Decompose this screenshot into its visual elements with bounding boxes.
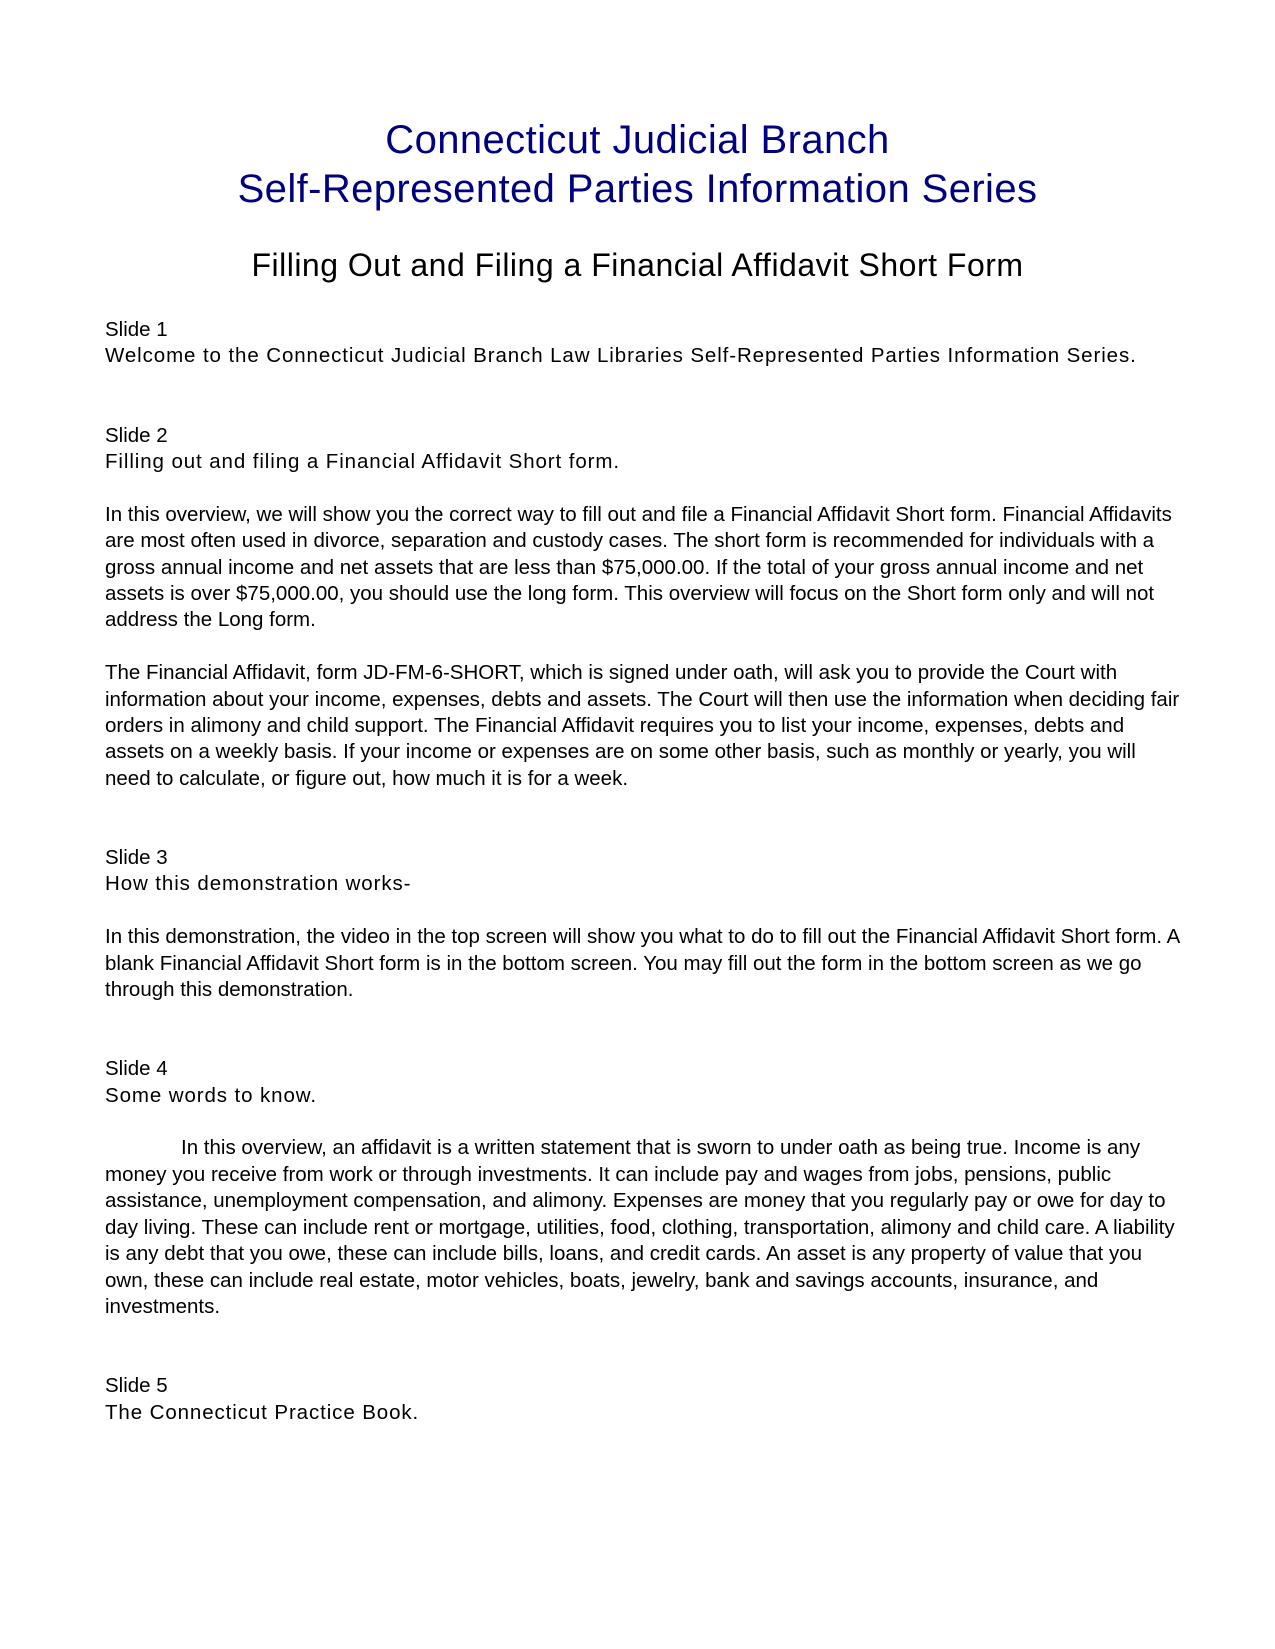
title-line-2: Self-Represented Parties Information Series bbox=[237, 167, 1038, 211]
slide-label: Slide 1 bbox=[105, 318, 168, 341]
slide-paragraph: In this overview, we will show you the correct way to fill out and file a Financial Affidavit Short form. Financial Affidavits are most often used in divorce, separation and custody cases. The short form is recommended for individuals with a gross annual income and net assets that are less than $75,000.00. If the total of your gross annual income and net assets is over $75,000.00, you should use the long form. This overview will focus on the Short form only and will not address the Long form. bbox=[105, 502, 1172, 632]
document-subtitle: Filling Out and Filing a Financial Affidavit Short Form bbox=[251, 247, 1024, 283]
slide-label: Slide 4 bbox=[105, 1057, 168, 1081]
slide-label: Slide 5 bbox=[105, 1374, 168, 1398]
slide-heading: Filling out and filing a Financial Affidavit Short form. bbox=[105, 450, 620, 474]
slide-section-2 bbox=[105, 423, 1185, 793]
slide-heading: How this demonstration works- bbox=[105, 872, 412, 896]
slide-paragraph: In this overview, an affidavit is a written statement that is sworn to under oath as being true. Income is any money you receive from work or through investments. It can include pay and wages from jobs, pensions, public assistance, unemployment compensation, and alimony. Expenses are money that you regularly pay or owe for day to day living. These can include rent or mortgage, utilities, food, clothing, transportation, alimony and child care. A liability is any debt that you owe, these can include bills, loans, and credit cards. An asset is any property of value that you own, these can include real estate, motor vehicles, boats, jewelry, bank and savings accounts, insurance, and investments. bbox=[105, 1136, 1175, 1318]
slide-section-5 bbox=[105, 1373, 1185, 1426]
slide-section-3 bbox=[105, 845, 1185, 1003]
slide-heading: Some words to know. bbox=[105, 1083, 317, 1107]
document-header bbox=[0, 116, 1275, 214]
section-spacer bbox=[105, 1320, 1185, 1373]
slide-paragraph: In this demonstration, the video in the top screen will show you what to do to fill out the Financial Affidavit Short form. A blank Financial Affidavit Short form is in the bottom screen. You may fill out the form in the bottom screen as we go through this demonstration. bbox=[105, 925, 1180, 1002]
section-spacer bbox=[105, 792, 1185, 845]
slide-section-1 bbox=[105, 317, 1185, 370]
slide-paragraph: The Financial Affidavit, form JD-FM-6-SHORT, which is signed under oath, will ask you to provide the Court with information about your income, expenses, debts and assets. The Court will then use the information when deciding fair orders in alimony and child support. The Financial Affidavit requires you to list your income, expenses, debts and assets on a weekly basis. If your income or expenses are on some other basis, such as monthly or yearly, you will need to calculate, or figure out, how much it is for a week. bbox=[105, 661, 1180, 790]
slide-heading: The Connecticut Practice Book. bbox=[105, 1400, 420, 1424]
document-body bbox=[105, 317, 1185, 1426]
slide-heading: Welcome to the Connecticut Judicial Branch Law Libraries Self-Represented Parties Information Series. bbox=[105, 344, 1137, 368]
slide-section-4 bbox=[105, 1056, 1185, 1320]
section-spacer bbox=[105, 370, 1185, 423]
slide-label: Slide 2 bbox=[105, 423, 168, 447]
title-line-1: Connecticut Judicial Branch bbox=[385, 118, 890, 162]
section-spacer bbox=[105, 1003, 1185, 1056]
slide-label: Slide 3 bbox=[105, 846, 168, 870]
